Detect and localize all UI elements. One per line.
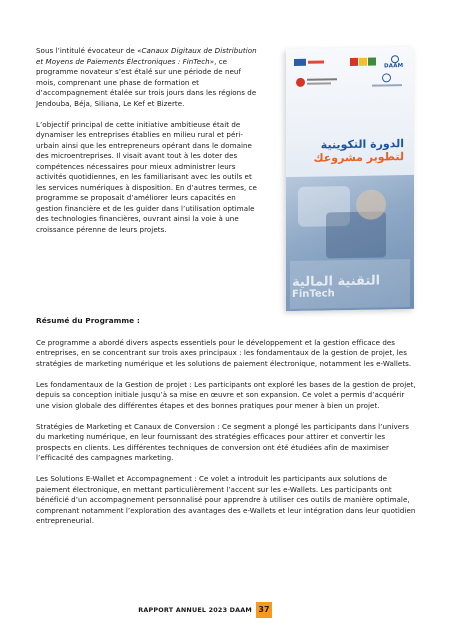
- intro-p1-rest: », ce programme novateur s’est étalé sur une période de neuf mois, comprenant une phase de formation et d’accompagnement étalée sur trois jours dans les régions de Jendouba, Béja, Siliana, Le Kef et Bizerte.: [36, 56, 257, 108]
- intro-p1-lead: Sous l’intitulé évocateur de «: [36, 46, 142, 55]
- summary-paragraph: Les fondamentaux de la Gestion de projet : Les participants ont exploré les bases de la gestion de projet, depuis sa conception initiale jusqu’à sa mise en œuvre et son expansion. Ce volet a permis d’acquérir une vision globale des différentes étapes et des bonnes pratiques pour mener à bien un projet.: [36, 379, 416, 410]
- brochure-title-line-2: لتطوير مشروعك: [313, 150, 404, 165]
- brochure-image: [286, 47, 414, 311]
- brochure-caption-arabic: التقنية المالية: [292, 273, 381, 291]
- partner-logos: [292, 55, 408, 97]
- footer-report-label: RAPPORT ANNUEL 2023 DAAM: [138, 606, 252, 614]
- brochure-caption: [292, 275, 380, 301]
- brochure-caption-fintech: FinTech: [292, 288, 335, 301]
- intro-column: [36, 46, 258, 246]
- partner-logo-emblem: [372, 73, 402, 88]
- summary-heading: Résumé du Programme :: [36, 316, 140, 325]
- partner-logo-daam: DAAM: [384, 55, 408, 67]
- program-title-italic: Canaux Digitaux de Distribution et Moyens de Paiements Électroniques : FinTech: [36, 46, 257, 66]
- partner-logo-ministry: [296, 76, 338, 87]
- summary-paragraph: Ce programme a abordé divers aspects essentiels pour le développement et la gestion efficace des entreprises, en se concentrant sur trois axes principaux : les fondamentaux de la gestion de projet, les stratégies de marketing numérique et les solutions de paiement électronique, notamment les e-Wallets.: [36, 337, 412, 368]
- brochure-photo: [286, 175, 414, 311]
- brochure-title-line-1: الدورة التكوينية: [320, 137, 404, 152]
- page-footer: [0, 602, 452, 618]
- brochure-title: [294, 137, 404, 165]
- partner-logo-flags: [350, 58, 376, 66]
- summary-paragraph: Stratégies de Marketing et Canaux de Conversion : Ce segment a plongé les participants dans l’univers du marketing numérique, en leur fournissant des stratégies efficaces pour attirer et convertir les prospects en clients. Les différentes techniques de conversion ont été étudiées afin de maximiser l’efficacité des campagnes marketing.: [36, 421, 409, 462]
- partner-logo-giz: [294, 58, 324, 66]
- summary-paragraph: Les Solutions E-Wallet et Accompagnement : Ce volet a introduit les participants aux solutions de paiement électronique, en mettant particulièrement l’accent sur les e-Wallets. Les participants ont bénéficié d’un accompagnement personnalisé pour apprendre à utiliser ces outils de manière optimale, comprenant notamment l’exploration des avantages des e-Wallets et leur intégration dans leur quotidien entrepreneurial.: [36, 474, 416, 525]
- intro-paragraph-1: [36, 46, 258, 109]
- intro-paragraph-2: L’objectif principal de cette initiative ambitieuse était de dynamiser les entreprises établies en milieu rural et péri-urbain ainsi que les entrepreneurs opérant dans le domaine des microentreprises. Il visait avant tout à les doter des compétences nécessaires pour mieux administrer leurs activités quotidiennes, en les familiarisant avec les outils et les services numériques à disposition. En d’autres termes, ce programme se proposait d’améliorer leurs capacités en gestion financière et de les guider dans l’utilisation optimale des technologies financières, ouvrant ainsi la voie à une croissance pérenne de leurs projets.: [36, 119, 257, 234]
- program-summary: [36, 316, 418, 537]
- page-number: 37: [256, 602, 272, 618]
